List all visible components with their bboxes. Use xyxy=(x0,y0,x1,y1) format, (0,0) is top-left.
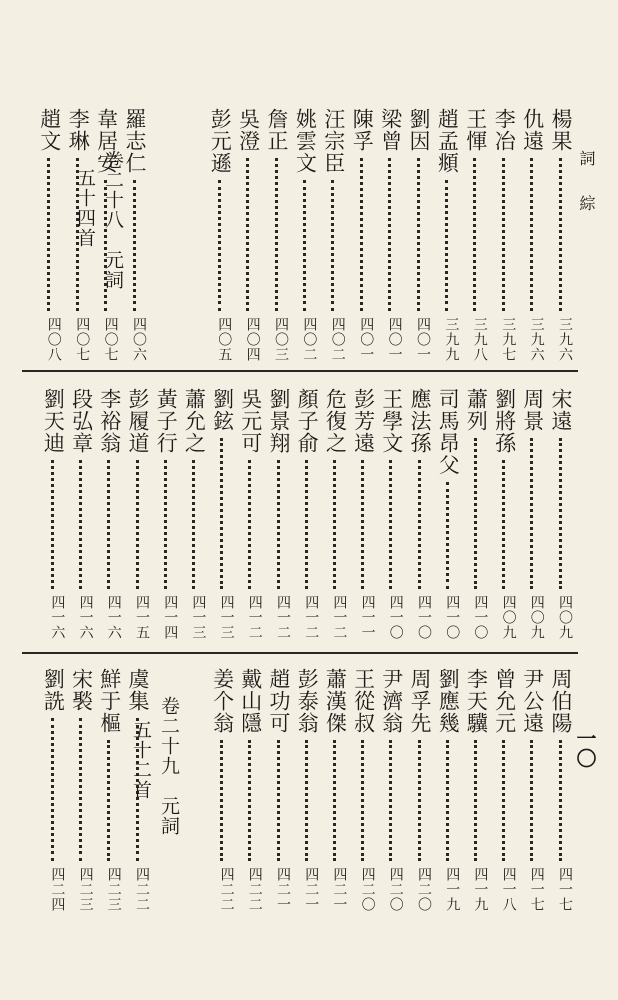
page-ref: 四一二 xyxy=(303,595,320,640)
leader-dots xyxy=(502,158,505,311)
index-entry xyxy=(262,108,290,362)
poet-name: 周伯陽 xyxy=(549,668,573,734)
index-entry xyxy=(518,668,546,912)
leader-dots xyxy=(248,460,251,589)
poet-name: 李冶 xyxy=(492,108,517,152)
volume-heading: 卷二十八 元詞 xyxy=(102,150,124,290)
page-ref: 四二二 xyxy=(134,867,150,912)
page-ref: 四一三 xyxy=(190,595,207,640)
poet-name: 陳孚 xyxy=(350,108,375,152)
page-ref: 四一五 xyxy=(134,595,150,640)
index-entry xyxy=(546,388,574,640)
index-entry xyxy=(35,108,63,362)
poet-name: 宋褧 xyxy=(69,668,94,712)
index-entry xyxy=(546,668,574,912)
poet-name: 顏子俞 xyxy=(295,388,320,454)
leader-dots xyxy=(79,718,82,861)
poet-name: 王惲 xyxy=(463,108,488,152)
leader-dots xyxy=(559,740,562,861)
poet-name: 戴山隱 xyxy=(238,668,263,734)
page-ref: 四〇二 xyxy=(329,317,346,362)
index-entry xyxy=(347,108,375,362)
leader-dots xyxy=(446,740,449,861)
index-entry xyxy=(320,668,348,912)
poet-name: 彭泰翁 xyxy=(295,668,320,734)
index-entry xyxy=(377,388,405,640)
poet-name: 吳元可 xyxy=(238,388,263,454)
index-entry xyxy=(292,668,320,912)
leader-dots xyxy=(361,460,364,589)
leader-dots xyxy=(502,740,505,861)
leader-dots xyxy=(305,460,308,589)
divider-top xyxy=(22,370,578,372)
index-entry xyxy=(376,108,404,362)
page-ref: 四〇九 xyxy=(557,595,573,640)
page-ref: 四一〇 xyxy=(387,595,404,640)
page-ref: 四一七 xyxy=(528,867,545,912)
index-entry xyxy=(490,388,518,640)
poet-name: 王從叔 xyxy=(351,668,376,734)
poet-name: 劉應幾 xyxy=(436,668,461,734)
poet-name: 尹濟翁 xyxy=(379,668,404,734)
leader-dots xyxy=(79,460,82,589)
page-ref: 四〇九 xyxy=(528,595,545,640)
page-ref: 四〇七 xyxy=(74,317,91,362)
poet-name: 段弘章 xyxy=(69,388,94,454)
leader-dots xyxy=(47,158,50,311)
poet-name: 劉因 xyxy=(407,108,431,152)
leader-dots xyxy=(360,158,363,311)
index-entry xyxy=(95,668,123,912)
index-entry xyxy=(264,388,292,640)
leader-dots xyxy=(530,740,533,861)
leader-dots xyxy=(277,460,280,589)
leader-dots xyxy=(474,438,477,589)
page-ref: 四〇四 xyxy=(244,317,261,362)
poet-name: 劉將孫 xyxy=(492,388,517,454)
poet-name: 王學文 xyxy=(379,388,404,454)
page-ref: 四一〇 xyxy=(444,595,461,640)
volume-heading: 卷二十九 元詞 xyxy=(158,696,180,836)
poet-name: 司馬昂父 xyxy=(436,388,461,476)
index-entry xyxy=(123,388,151,640)
poet-name: 姚雲文 xyxy=(293,108,318,174)
poet-name: 劉詵 xyxy=(41,668,66,712)
leader-dots xyxy=(388,158,391,311)
index-entry xyxy=(405,668,433,912)
index-entry xyxy=(236,388,264,640)
index-entry xyxy=(377,668,405,912)
page-ref: 四〇八 xyxy=(45,317,62,362)
poet-name: 韋居安 xyxy=(94,108,119,174)
leader-dots xyxy=(277,740,280,861)
page-ref: 三九九 xyxy=(443,317,460,362)
page-ref: 四一六 xyxy=(105,595,122,640)
leader-dots xyxy=(220,740,223,861)
leader-dots xyxy=(446,482,449,589)
leader-dots xyxy=(246,158,249,311)
index-entry xyxy=(349,388,377,640)
poet-name: 趙孟頫 xyxy=(435,108,460,174)
poet-name: 趙功可 xyxy=(267,668,291,734)
poet-name: 危復之 xyxy=(323,388,348,454)
leader-dots xyxy=(136,460,139,589)
page-ref: 四一七 xyxy=(557,867,573,912)
poet-name: 尹公遠 xyxy=(520,668,545,734)
poet-name: 劉天迪 xyxy=(41,388,66,454)
leader-dots xyxy=(305,740,308,861)
page-ref: 四二三 xyxy=(105,867,122,912)
page-ref: 四〇二 xyxy=(301,317,318,362)
index-entry xyxy=(461,668,489,912)
poet-name: 仇遠 xyxy=(520,108,545,152)
leader-dots xyxy=(418,460,421,589)
leader-dots xyxy=(559,158,562,311)
leader-dots xyxy=(389,460,392,589)
poet-name: 彭芳遠 xyxy=(351,388,376,454)
leader-dots xyxy=(418,740,421,861)
poet-name: 宋遠 xyxy=(549,388,573,432)
poet-name: 黃子行 xyxy=(154,388,179,454)
leader-dots xyxy=(192,460,195,589)
index-entry xyxy=(319,108,347,362)
index-entry xyxy=(67,388,95,640)
index-entry xyxy=(461,388,489,640)
leader-dots xyxy=(220,438,223,589)
page-ref: 四二〇 xyxy=(416,867,432,912)
index-entry xyxy=(208,388,236,640)
poet-name: 彭元遜 xyxy=(208,108,233,174)
leader-dots xyxy=(51,718,54,861)
leader-dots xyxy=(333,460,336,589)
page-ref: 四二二 xyxy=(246,867,263,912)
index-entry xyxy=(236,668,264,912)
index-entry xyxy=(546,108,574,362)
index-entry xyxy=(490,668,518,912)
page-number: 一〇 xyxy=(573,728,597,768)
poet-name: 應法孫 xyxy=(408,388,432,454)
book-title: 詞 綜 xyxy=(577,150,596,224)
poet-name: 詹正 xyxy=(265,108,289,152)
index-entry xyxy=(433,668,461,912)
page-ref: 四二〇 xyxy=(359,867,376,912)
page-ref: 四〇九 xyxy=(500,595,517,640)
index-entry xyxy=(404,108,432,362)
leader-dots xyxy=(474,740,477,861)
page-ref: 三九七 xyxy=(500,317,517,362)
index-entry xyxy=(292,388,320,640)
page-ref: 三九六 xyxy=(557,317,573,362)
page-ref: 四一〇 xyxy=(416,595,432,640)
page-ref: 四一二 xyxy=(246,595,263,640)
index-entry xyxy=(518,388,546,640)
index-entry xyxy=(208,668,236,912)
page-ref: 四一八 xyxy=(500,867,517,912)
index-entry xyxy=(320,388,348,640)
index-entry xyxy=(205,108,233,362)
poet-name: 周孚先 xyxy=(408,668,432,734)
poet-name: 劉景翔 xyxy=(267,388,291,454)
index-entry xyxy=(433,388,461,640)
page-ref: 三九八 xyxy=(471,317,488,362)
page-ref: 四〇六 xyxy=(131,317,147,362)
poet-name: 李琳 xyxy=(66,108,91,152)
leader-dots xyxy=(133,180,136,311)
poet-name: 吳澄 xyxy=(236,108,261,152)
index-entry xyxy=(151,388,179,640)
page-ref: 四二一 xyxy=(303,867,320,912)
index-entry xyxy=(518,108,546,362)
page-ref: 四一二 xyxy=(331,595,348,640)
leader-dots xyxy=(107,740,110,861)
leader-dots xyxy=(248,740,251,861)
page-ref: 四一二 xyxy=(275,595,291,640)
index-entry xyxy=(179,388,207,640)
page-ref: 四〇一 xyxy=(386,317,403,362)
index-entry xyxy=(290,108,318,362)
leader-dots xyxy=(417,158,420,311)
leader-dots xyxy=(275,158,278,311)
index-entry xyxy=(461,108,489,362)
index-entry xyxy=(349,668,377,912)
index-entry xyxy=(95,388,123,640)
page-ref: 四一〇 xyxy=(472,595,489,640)
leader-dots xyxy=(530,438,533,589)
index-entry xyxy=(38,388,66,640)
leader-dots xyxy=(502,460,505,589)
page-ref: 四二三 xyxy=(77,867,94,912)
index-entry xyxy=(264,668,292,912)
page-ref: 四〇七 xyxy=(102,317,119,362)
poet-name: 汪宗臣 xyxy=(321,108,346,174)
volume-count: 五十四首 xyxy=(74,168,96,248)
leader-dots xyxy=(331,180,334,311)
poet-name: 周景 xyxy=(520,388,545,432)
poet-name: 李裕翁 xyxy=(97,388,122,454)
page-ref: 四二〇 xyxy=(387,867,404,912)
page-ref: 四〇一 xyxy=(415,317,431,362)
page-ref: 四二一 xyxy=(275,867,291,912)
page-ref: 四〇三 xyxy=(273,317,289,362)
divider-bottom xyxy=(22,652,578,654)
page-ref: 四二二 xyxy=(218,867,235,912)
index-entry xyxy=(432,108,460,362)
poet-name: 梁曾 xyxy=(378,108,403,152)
leader-dots xyxy=(530,158,533,311)
poet-name: 姜个翁 xyxy=(210,668,235,734)
leader-dots xyxy=(164,460,167,589)
page-ref: 四〇一 xyxy=(358,317,375,362)
leader-dots xyxy=(361,740,364,861)
index-entry xyxy=(67,668,95,912)
leader-dots xyxy=(51,460,54,589)
poet-name: 趙文 xyxy=(37,108,62,152)
index-entry xyxy=(234,108,262,362)
page-ref: 四二四 xyxy=(49,867,66,912)
page-ref: 四二一 xyxy=(331,867,348,912)
poet-name: 楊果 xyxy=(549,108,573,152)
poet-name: 鮮于樞 xyxy=(97,668,122,734)
leader-dots xyxy=(333,740,336,861)
page-ref: 四一一 xyxy=(359,595,376,640)
page-ref: 四一六 xyxy=(77,595,94,640)
page-ref: 四一四 xyxy=(162,595,179,640)
page-ref: 四〇五 xyxy=(216,317,233,362)
leader-dots xyxy=(218,180,221,311)
leader-dots xyxy=(473,158,476,311)
page-ref: 四一九 xyxy=(444,867,461,912)
leader-dots xyxy=(107,460,110,589)
index-entry xyxy=(38,668,66,912)
poet-name: 蕭漢傑 xyxy=(323,668,348,734)
poet-name: 羅志仁 xyxy=(123,108,147,174)
poet-name: 彭履道 xyxy=(126,388,150,454)
poet-name: 劉鉉 xyxy=(210,388,235,432)
poet-name: 曾允元 xyxy=(492,668,517,734)
index-entry xyxy=(405,388,433,640)
leader-dots xyxy=(559,438,562,589)
leader-dots xyxy=(389,740,392,861)
leader-dots xyxy=(445,180,448,311)
poet-name: 李天驥 xyxy=(464,668,489,734)
volume-count: 五十二首 xyxy=(130,720,152,800)
poet-name: 蕭允之 xyxy=(182,388,207,454)
page-ref: 四一九 xyxy=(472,867,489,912)
index-entry xyxy=(489,108,517,362)
poet-name: 虞集 xyxy=(126,668,150,712)
page-ref: 四一六 xyxy=(49,595,66,640)
page-ref: 四一三 xyxy=(218,595,235,640)
poet-name: 蕭列 xyxy=(464,388,489,432)
leader-dots xyxy=(303,180,306,311)
page-ref: 三九六 xyxy=(528,317,545,362)
